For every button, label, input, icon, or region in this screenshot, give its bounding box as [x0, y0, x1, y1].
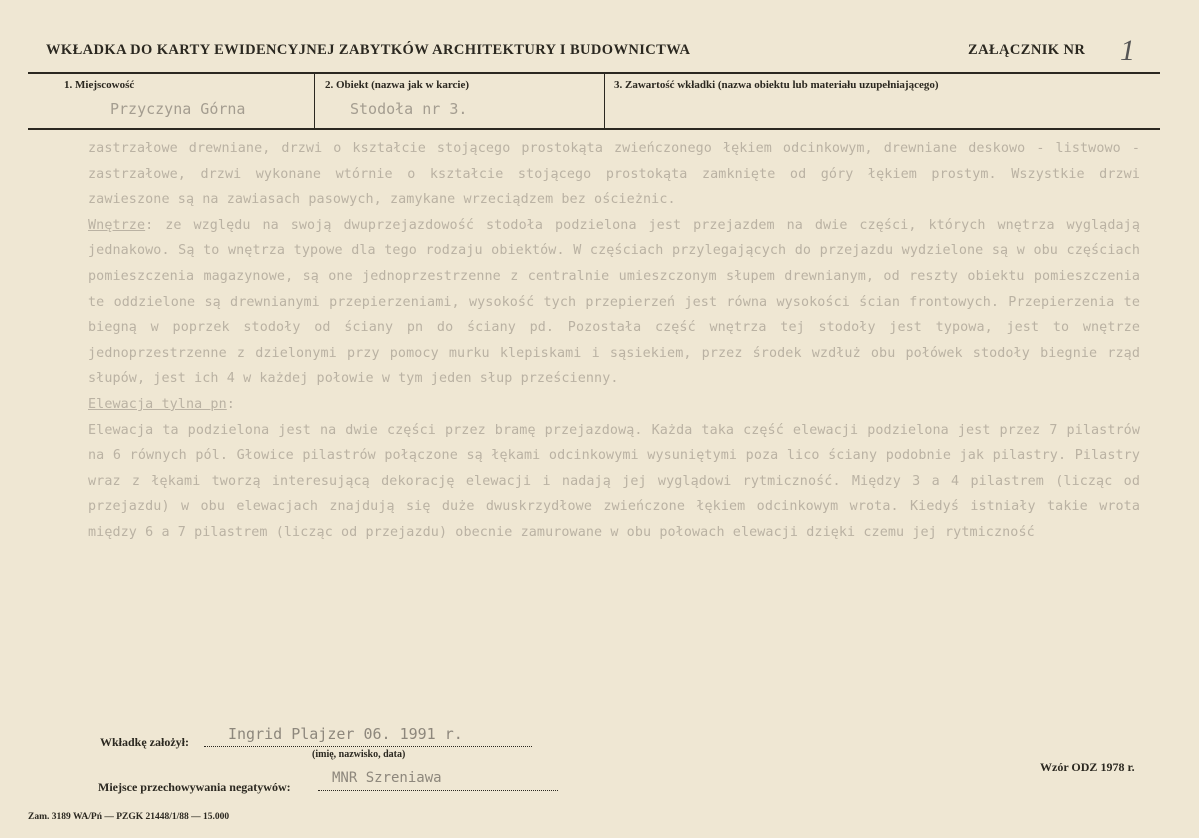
object-label: 2. Obiekt (nazwa jak w karcie) [325, 79, 470, 91]
interior-heading: Wnętrze [88, 217, 146, 233]
author-line [204, 745, 532, 747]
object-value: Stodoła nr 3. [350, 100, 468, 118]
field-divider-2 [604, 74, 605, 128]
print-imprint: Zam. 3189 WA/Pń — PZGK 21448/1/88 — 15.000 [28, 812, 230, 822]
form-title: WKŁADKA DO KARTY EWIDENCYJNEJ ZABYTKÓW ARCHITEKTURY I BUDOWNICTWA [46, 42, 691, 58]
rear-heading-suffix: : [226, 396, 235, 412]
annex-number: 1 [1120, 34, 1135, 67]
document-body [88, 136, 1140, 546]
content-label: 3. Zawartość wkładki (nazwa obiektu lub materiału uzupełniającego) [614, 79, 939, 91]
negatives-value: MNR Szreniawa [332, 770, 442, 786]
rear-heading-line [88, 392, 1140, 418]
header-rule-top [28, 72, 1160, 74]
paragraph-interior [88, 213, 1140, 392]
header-rule-bottom [28, 128, 1160, 130]
author-label: Wkładkę założył: [100, 735, 189, 749]
negatives-label: Miejsce przechowywania negatywów: [98, 780, 291, 794]
rear-elevation-heading: Elewacja tylna pn [88, 396, 227, 412]
author-caption: (imię, nazwisko, data) [312, 749, 406, 760]
annex-label: ZAŁĄCZNIK NR [968, 42, 1086, 58]
form-version: Wzór ODZ 1978 r. [1040, 760, 1135, 774]
negatives-line [318, 789, 558, 791]
paragraph-doors: zastrzałowe drewniane, drzwi o kształcie stojącego prostokąta zwieńczonego łękiem odcinkowym, drewniane deskowo - listwowo - zastrzałowe, drzwi wykonane wtórnie o kształcie stojącego prostokąta zamknięte od góry łękiem prostym. Wszystkie drzwi zawieszone są na zawiasach pasowych, zamykane wrzeciądzem bez ościeżnic. [88, 141, 1140, 208]
interior-text: : ze względu na swoją dwuprzejazdowość stodoła podzielona jest przejazdem na dwie części, których wnętrza wyglądają jednakowo. Są to wnętrza typowe dla tego rodzaju obiektów. W częściach przylegających do przejazdu wydzielone są w obu częściach pomieszczenia magazynowe, są one jednoprzestrzenne z centralnie umieszczonym słupem drewnianym, od reszty obiektu pomieszczenia te oddzielone są drewnianymi przepierzeniami, wysokość tych przepierzeń jest równa wysokości ścian frontowych. Przepierzenia te biegną w poprzek stodoły od ściany pn do ściany pd. Pozostała część wnętrza tej stodoły jest typowa, jest to wnętrze jednoprzestrzenne z dzielonymi przy pomocy murku klepiskami i sąsiekiem, przez środek wzdłuż obu połówek stodoły biegnie rząd słupów, jest ich 4 w każdej połowie w tym jeden słup prześcienny. [88, 217, 1140, 387]
paragraph-rear-elevation: Elewacja ta podzielona jest na dwie części przez bramę przejazdową. Każda taka część elewacji podzielona jest przez 7 pilastrów na 6 równych pól. Głowice pilastrów połączone są łękami odcinkowymi wysuniętymi poza lico ściany podobnie jak pilastry. Pilastry wraz z łękami tworzą interesującą dekorację elewacji i nadają jej wyglądowi rytmiczność. Między 3 a 4 pilastrem (licząc od przejazdu) w obu elewacjach znajdują się duże dwuskrzydłowe zwieńczone łękiem odcinkowym wrota. Kiedyś istniały takie wrota między 6 a 7 pilastrem (licząc od przejazdu) obecnie zamurowane w obu połowach elewacji dzięki czemu jej rytmiczność [88, 422, 1140, 540]
field-divider-1 [314, 74, 315, 128]
author-value: Ingrid Plajzer 06. 1991 r. [228, 725, 463, 743]
locality-value: Przyczyna Górna [110, 100, 246, 118]
locality-label: 1. Miejscowość [64, 79, 135, 91]
